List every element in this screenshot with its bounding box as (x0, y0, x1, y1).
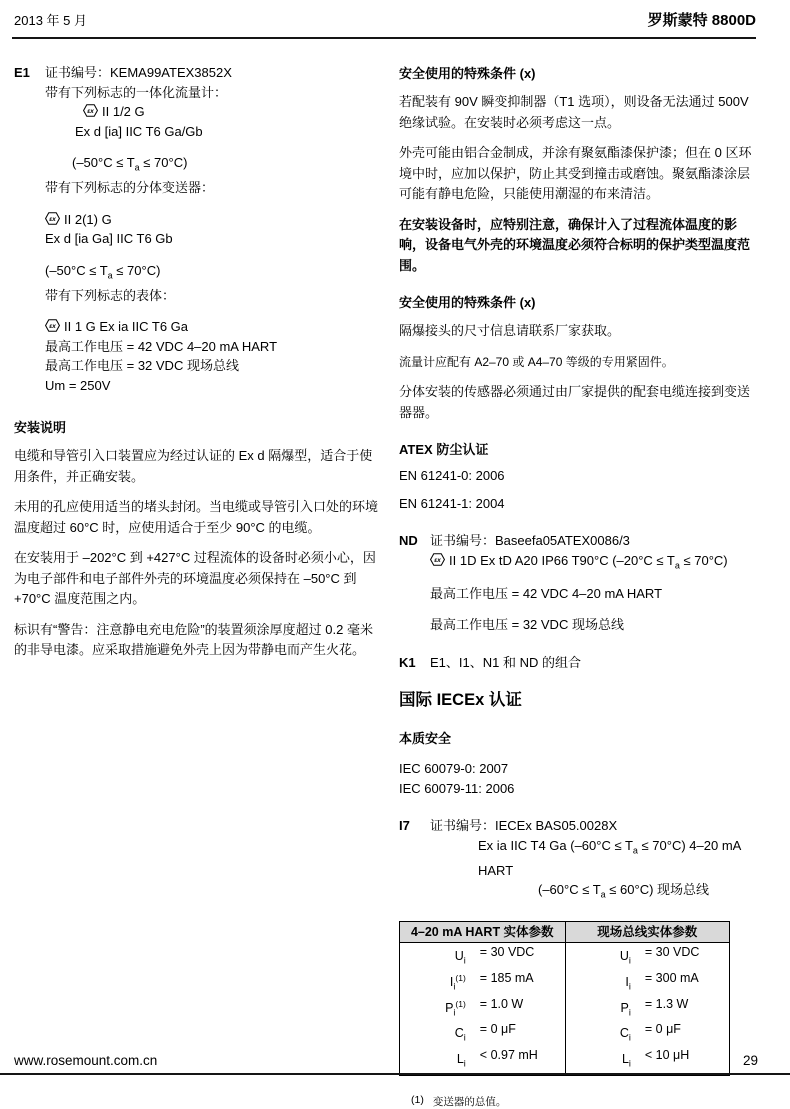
nd-marking-sub: a (674, 560, 680, 571)
e1-certification-block (14, 63, 385, 395)
table-row (400, 996, 565, 1022)
table-row (400, 1021, 565, 1047)
nd-cert-content (430, 531, 756, 635)
special-condition-paragraph: 若配装有 90V 瞬变抑制器（T1 选项），则设备无法通过 500V 绝缘试验。在安装时必须考虑这一点。 (399, 94, 749, 130)
nd-marking-pre: II 1D Ex tD A20 IP66 T90°C (–20°C ≤ T (449, 552, 675, 568)
page-header (0, 0, 790, 30)
cert-number-line: 证书编号：IECEx BAS05.0028X (430, 818, 618, 834)
combination-line: E1、I1、N1 和 ND 的组合 (430, 654, 581, 670)
temp-range-line (72, 153, 385, 178)
table-row (566, 970, 730, 996)
svg-text:εx: εx (87, 108, 94, 116)
ex-marking-line: Ex d [ia Ga] IIC T6 Gb (45, 231, 173, 247)
param-value: = 1.0 W (479, 996, 524, 1011)
cert-code-label: K1 (399, 654, 416, 670)
table-footnote (411, 1094, 756, 1109)
standard-line: IEC 60079-0: 2007 (399, 761, 509, 777)
param-symbol: $L_i$ (456, 1052, 466, 1069)
marking-code: II 2(1) G (64, 211, 112, 227)
max-voltage-hart-line: 最高工作电压 = 42 VDC 4–20 mA HART (45, 338, 278, 354)
iecex-section-heading: 国际 IECEx 认证 (399, 691, 522, 710)
atex-ex-icon (83, 104, 98, 117)
ex-marking-line: Ex d [ia] IIC T6 Ga/Gb (75, 123, 203, 139)
marking-intro-line: 带有下列标志的表体： (45, 287, 176, 303)
temp-range-post: ≤ 70°C) (112, 262, 161, 278)
marking-intro-line: 带有下列标志的一体化流量计： (45, 84, 228, 100)
table-row (400, 970, 565, 996)
svg-text:εx: εx (434, 556, 441, 564)
header-date: 2013 年 5 月 (14, 13, 87, 28)
param-symbol: $L_i$ (621, 1052, 631, 1069)
marking-code: II 1/2 G (102, 104, 145, 119)
i7-temp-post: ≤ 60°C) 现场总线 (605, 882, 710, 898)
table-row (566, 944, 730, 970)
temp-range-post: ≤ 70°C) (139, 155, 188, 170)
max-voltage-fieldbus-line: 最高工作电压 = 32 VDC 现场总线 (430, 617, 624, 633)
special-condition-bold-paragraph: 在安装设备时，应特别注意，确保计入了过程流体温度的影响，设备电气外壳的环境温度必须符合标明的保护类型温度范围。 (399, 216, 751, 273)
marking-line (45, 210, 385, 230)
temp-range-sub: a (134, 162, 140, 173)
atex-ex-icon (430, 553, 445, 566)
standard-line: EN 61241-0: 2006 (399, 468, 505, 483)
i7-certification-block (399, 816, 756, 905)
special-conditions-heading: 安全使用的特殊条件 (x) (399, 66, 536, 81)
nd-marking-post: ≤ 70°C) (679, 552, 728, 568)
left-column (14, 63, 385, 1109)
nd-certification-block (399, 531, 756, 635)
max-voltage-hart-line: 最高工作电压 = 42 VDC 4–20 mA HART (430, 585, 663, 601)
um-line: Um = 250V (45, 377, 111, 393)
i7-cert-content (430, 816, 756, 905)
param-value: < 0.97 mH (479, 1047, 538, 1062)
ex-marking-line (478, 836, 756, 881)
content-columns (0, 39, 790, 1109)
standard-line: EN 61241-1: 2004 (399, 495, 505, 511)
svg-text:εx: εx (49, 215, 56, 223)
svg-text:εx: εx (49, 323, 56, 331)
marking-line (430, 551, 756, 576)
special-conditions-heading: 安全使用的特殊条件 (x) (399, 295, 536, 310)
k1-certification-block (399, 653, 756, 673)
special-condition-paragraph: 外壳可能由铝合金制成，并涂有聚氨酯漆保护漆；但在 0 区环境中时，应加以保护，防止其受到撞击或磨蚀。聚氨酯漆涂层可能有静电危险，只能使用潮湿的布来清洁。 (399, 145, 752, 201)
max-voltage-fieldbus-line: 最高工作电压 = 32 VDC 现场总线 (45, 358, 239, 374)
header-product-title: 罗斯蒙特 8800D (647, 12, 756, 29)
param-symbol: $U_i$ (454, 949, 466, 966)
atex-ex-icon (45, 212, 60, 225)
standard-line: IEC 60079-11: 2006 (399, 780, 515, 796)
param-symbol: $P_i^{(1)}$ (445, 998, 466, 1018)
k1-cert-content (430, 653, 756, 673)
table-row (566, 1021, 730, 1047)
cert-code-label: E1 (14, 65, 30, 80)
param-symbol: $C_i$ (619, 1026, 631, 1043)
temp-range-pre: (–50°C ≤ T (72, 155, 135, 170)
param-value: = 0 μF (479, 1022, 516, 1037)
install-paragraph: 电缆和导管引入口装置应为经过认证的 Ex d 隔爆型，适合于使用条件，并正确安装。 (14, 448, 373, 484)
param-value: = 1.3 W (644, 996, 689, 1011)
footer-url: www.rosemount.com.cn (14, 1053, 158, 1068)
param-symbol: $I_i$ (625, 975, 631, 992)
i7-marking-pre: Ex ia IIC T4 Ga (–60°C ≤ T (478, 837, 633, 853)
install-paragraph: 未用的孔应使用适当的堵头封闭。当电缆或导管引入口处的环境温度超过 60°C 时，应使用适合于至少 90°C 的电缆。 (14, 499, 379, 535)
i7-temp-pre: (–60°C ≤ T (538, 882, 601, 898)
install-paragraph: 标识有“警告：注意静电充电危险”的装置须涂厚度超过 0.2 毫米的非导电漆。应采取措施避免外壳上因为带静电而产生火花。 (14, 621, 373, 658)
right-column (399, 63, 756, 1109)
table-header-row (400, 922, 729, 943)
install-paragraph: 在安装用于 –202°C 到 +427°C 过程流体的设备时必须小心，因为电子部件和电子部件外壳的环境温度必须保持在 –50°C 到 +70°C 温度范围之内。 (14, 550, 376, 607)
intrinsic-safety-heading: 本质安全 (399, 731, 452, 747)
table-header-fieldbus: 现场总线实体参数 (565, 922, 730, 942)
i7-marking-sub: a (632, 845, 638, 856)
e1-cert-content (45, 63, 385, 395)
param-symbol: $I_i^{(1)}$ (449, 972, 466, 992)
param-value: = 0 μF (644, 1022, 681, 1037)
page-footer (14, 1053, 758, 1068)
temp-range-sub: a (107, 270, 113, 281)
cert-code-label: I7 (399, 818, 410, 834)
i7-temp-sub: a (600, 889, 606, 900)
install-instructions-heading: 安装说明 (14, 420, 67, 436)
footer-rule (0, 1073, 790, 1076)
table-row (400, 944, 565, 970)
marking-code: II 1 G Ex ia IIC T6 Ga (64, 319, 189, 335)
cert-number-line: 证书编号：KEMA99ATEX3852X (45, 65, 232, 80)
param-value: < 10 μH (644, 1047, 690, 1062)
temp-range-pre: (–50°C ≤ T (45, 262, 108, 278)
table-header-hart: 4–20 mA HART 实体参数 (410, 925, 554, 940)
special-condition-paragraph: 隔爆接头的尺寸信息请联系厂家获取。 (399, 323, 621, 338)
cert-number-line: 证书编号：Baseefa05ATEX0086/3 (430, 533, 630, 548)
marking-line (45, 317, 385, 337)
param-value: = 185 mA (479, 970, 534, 985)
atex-dust-heading: ATEX 防尘认证 (399, 442, 489, 457)
table-row (566, 996, 730, 1022)
page-number: 29 (742, 1053, 758, 1068)
param-value: = 30 VDC (479, 945, 535, 960)
i7-marking-post: ≤ 70°C) 4–20 mA HART (478, 837, 741, 878)
param-symbol: $C_i$ (454, 1026, 466, 1043)
param-value: = 300 mA (644, 970, 699, 985)
atex-ex-icon (45, 319, 60, 332)
cert-code-label: ND (399, 533, 418, 548)
param-symbol: $P_i$ (620, 1000, 631, 1018)
param-symbol: $U_i$ (619, 949, 631, 966)
special-condition-paragraph: 流量计应配有 A2–70 或 A4–70 等级的专用紧固件。 (399, 354, 674, 369)
special-condition-paragraph: 分体安装的传感器必须通过由厂家提供的配套电缆连接到变送器器。 (399, 384, 751, 420)
marking-intro-line: 带有下列标志的分体变送器： (45, 180, 215, 196)
param-value: = 30 VDC (644, 945, 700, 960)
marking-line (83, 102, 385, 122)
temp-range-line (45, 261, 385, 286)
footnote-text: 变送器的总值。 (432, 1095, 507, 1108)
temp-range-line (538, 880, 756, 905)
footnote-marker: (1) (411, 1093, 424, 1106)
